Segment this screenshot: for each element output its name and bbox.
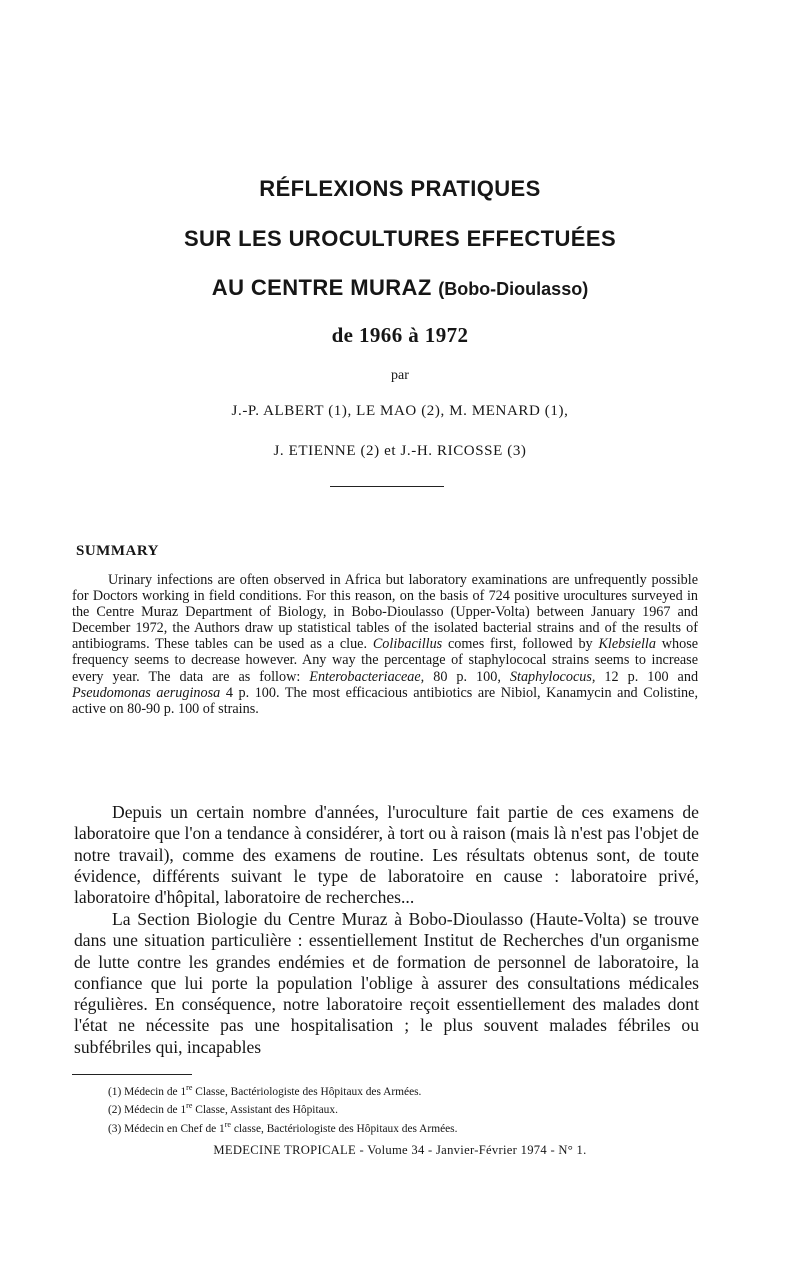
summary-part-2: comes first, followed by	[448, 636, 593, 653]
footnote-number: (2)	[108, 1104, 122, 1117]
title-divider	[330, 486, 444, 487]
footnote-2	[108, 1099, 457, 1117]
body-paragraph-2: La Section Biologie du Centre Muraz à Bobo-Dioulasso (Haute-Volta) se trouve dans une situation particulière : essentiellement Institut de Recherches d'un organisme de lutte contre les grandes endémies et de formation de personnel de laboratoire, la confiance que lui porte la population l'oblige à assurer des consultations médicales régulières. En conséquence, notre laboratoire reçoit essentiellement des malades dont l'état ne nécessite pas une hospitalisation ; le plus souvent malades fébriles ou subfébriles qui, incapables	[74, 909, 699, 1057]
title-line-1: RÉFLEXIONS PRATIQUES	[259, 176, 541, 201]
title-line-2: SUR LES UROCULTURES EFFECTUÉES	[183, 226, 617, 251]
footnote-text: Médecin en Chef de 1	[124, 1122, 225, 1135]
summary-part-5: 12 p. 100 and	[604, 668, 699, 685]
footnote-number: (1)	[108, 1085, 122, 1098]
footnote-superscript: re	[224, 1119, 231, 1129]
summary-term-enterobacteriaceae: Enterobacteriaceae,	[309, 668, 425, 685]
summary-text	[72, 572, 698, 717]
title-line-3-place: (Bobo-Dioulasso)	[438, 279, 589, 299]
summary-term-pseudomonas: Pseudomonas aeruginosa	[72, 684, 221, 701]
footnote-superscript: re	[186, 1083, 193, 1092]
authors-line-1: J.-P. ALBERT (1), LE MAO (2), M. MENARD (1),	[231, 403, 569, 419]
byline-par: par	[391, 368, 409, 383]
footnote-text-rest: classe, Bactériologiste des Hôpitaux des Armées.	[230, 1122, 458, 1135]
footnote-text-rest: Classe, Assistant des Hôpitaux.	[192, 1104, 338, 1117]
footnote-3	[108, 1118, 457, 1136]
footnote-text: Médecin de 1	[124, 1085, 187, 1098]
summary-part-6: 4 p. 100. The most efficacious antibiotics are Nibiol, Kanamycin and Colistine, active on 80-90 p. 100 of strains.	[72, 684, 698, 717]
title-line-4: de 1966 à 1972	[331, 323, 469, 347]
summary-term-klebsiella: Klebsiella	[598, 636, 656, 653]
footnotes	[108, 1081, 457, 1136]
summary-part-1: Urinary infections are often observed in Africa but laboratory examinations are unfrequently possible for Doctors working in field conditions. For this reason, on the basis of 724 positive urocultures surveyed in the Centre Muraz Department of Biology, in Bobo-Dioulasso (Upper-Volta) between January 1967 and December 1972, the Authors draw up statistical tables of the isolated bacterial strains and of the results of antibiograms. These tables can be used as a clue.	[72, 572, 698, 653]
footnote-text: Médecin de 1	[124, 1104, 187, 1117]
authors-line-2: J. ETIENNE (2) et J.-H. RICOSSE (3)	[273, 443, 527, 459]
summary-part-4: 80 p. 100,	[433, 668, 501, 685]
title-line-3-main: AU CENTRE MURAZ	[211, 275, 432, 300]
footnote-text-rest: Classe, Bactériologiste des Hôpitaux des Armées.	[192, 1085, 422, 1098]
title-line-3	[0, 275, 800, 301]
summary-term-colibacillus: Colibacillus	[372, 636, 443, 653]
footnote-divider	[72, 1074, 192, 1075]
footnote-1	[108, 1081, 457, 1099]
footnote-superscript: re	[186, 1101, 193, 1111]
body-paragraph-1: Depuis un certain nombre d'années, l'uroculture fait partie de ces examens de laboratoire que l'on a tendance à considérer, à tort ou à raison (mais là n'est pas l'objet de notre travail), comme des examens de routine. Les résultats obtenus sont, de toute évidence, différents suivant le type de laboratoire en cause : laboratoire privé, laboratoire d'hôpital, laboratoire de recherches...	[74, 802, 699, 908]
footnote-number: (3)	[108, 1122, 122, 1135]
journal-footer: MEDECINE TROPICALE - Volume 34 - Janvier-Février 1974 - N° 1.	[213, 1143, 587, 1157]
summary-heading: SUMMARY	[76, 543, 159, 559]
summary-term-staphylococus: Staphylococus,	[509, 668, 596, 685]
summary-part-3: whose frequency seems to decrease however. Any way the percentage of staphylococal strains seems to increase every year. The data are as follow:	[72, 636, 699, 685]
